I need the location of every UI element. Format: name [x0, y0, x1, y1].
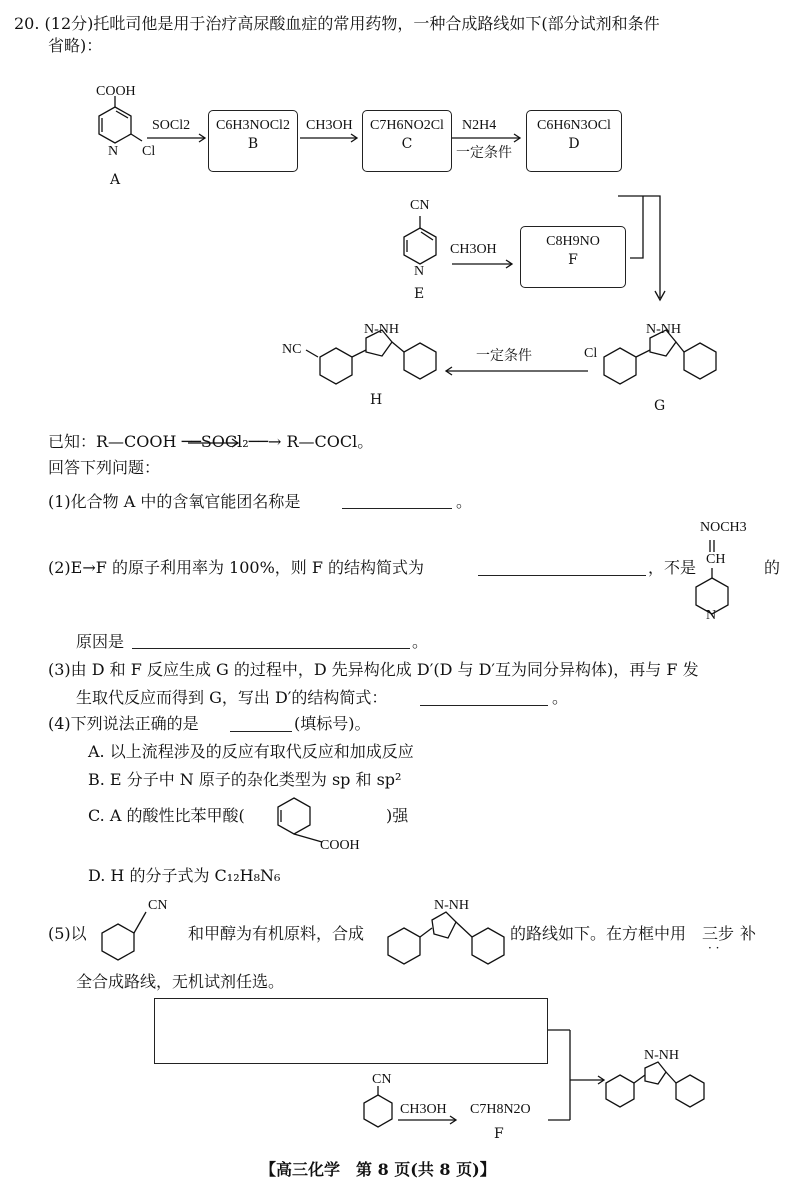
reagent-ch3oh-2: CH3OH — [450, 242, 497, 257]
compound-h-label: H — [370, 392, 383, 408]
reagent-ch3oh: CH3OH — [306, 118, 353, 133]
box-f-formula: C8H9NO — [546, 234, 600, 249]
q1-answer-blank[interactable] — [342, 508, 452, 509]
compound-h-nc: NC — [282, 342, 302, 357]
box-d-formula: C6H6N3OCl — [537, 118, 611, 133]
q5-cn-label: CN — [148, 898, 168, 913]
q2-reason-blank[interactable] — [132, 648, 410, 649]
box-c — [362, 110, 452, 172]
q5-text-bu: 补 — [740, 924, 757, 943]
box-d — [526, 110, 622, 172]
compound-a-n: N — [108, 144, 119, 159]
q4-hint: (填标号)。 — [294, 714, 371, 733]
compound-a-cl: Cl — [142, 144, 156, 159]
q3-text-cont: 生取代反应而得到 G，写出 D′的结构简式： — [76, 688, 388, 707]
box-b-formula: C6H3NOCl2 — [216, 118, 290, 133]
q5-text-mid: 和甲醇为有机原料，合成 — [188, 924, 365, 943]
compound-g-nnh: N-NH — [646, 322, 681, 337]
q2-reason-period: 。 — [412, 632, 429, 651]
compound-a-label: A — [110, 172, 121, 188]
box-f — [520, 226, 626, 288]
q5-route-cn: CN — [372, 1072, 392, 1087]
q4-text: (4)下列说法正确的是 — [48, 714, 199, 733]
q5-route-product-nnh: N-NH — [644, 1048, 679, 1063]
reagent-condition-2: 一定条件 — [476, 348, 532, 364]
q4-option-c: C. A 的酸性比苯甲酸( — [88, 806, 245, 825]
question-header-cont: 省略)： — [48, 36, 103, 55]
q5-text-end: 全合成路线，无机试剂任选。 — [76, 972, 285, 991]
q5-text-route: 的路线如下。在方框中用 — [510, 924, 687, 943]
box-b-label: B — [247, 136, 259, 152]
compound-g-cl: Cl — [584, 346, 598, 361]
q2-n: N — [706, 608, 717, 623]
page-footer: 【高三化学 第 8 页(共 8 页)】 — [260, 1160, 496, 1179]
known-reaction: 已知：R—COOH ──SOCl₂──→ R—COCl。 — [48, 432, 374, 451]
q2-de: 的 — [764, 558, 781, 577]
compound-h-nnh: N-NH — [364, 322, 399, 337]
compound-g-label: G — [654, 398, 666, 414]
q3-text: (3)由 D 和 F 反应生成 G 的过程中，D 先异构化成 D′(D 与 D′互为同分异构体)，再与 F 发 — [48, 660, 699, 679]
q2-ch: CH — [706, 552, 726, 567]
box-c-formula: C7H6NO2Cl — [370, 118, 444, 133]
reagent-n2h4: N2H4 — [462, 118, 497, 133]
q5-route-formula: C7H8N2O — [470, 1102, 531, 1117]
q4-option-a: A. 以上流程涉及的反应有取代反应和加成反应 — [88, 742, 414, 761]
question-header: 20. (12分)托吡司他是用于治疗高尿酸血症的常用药物，一种合成路线如下(部分试剂和条件 — [14, 14, 660, 33]
answer-prompt: 回答下列问题： — [48, 458, 161, 477]
q2-answer-blank[interactable] — [478, 575, 646, 576]
q4-option-c-cooh: COOH — [320, 838, 360, 853]
reagent-condition: 一定条件 — [456, 145, 512, 161]
box-f-label: F — [568, 252, 578, 268]
compound-e-cn: CN — [410, 198, 430, 213]
box-b — [208, 110, 298, 172]
compound-e-label: E — [414, 286, 425, 302]
reagent-socl2: SOCl2 — [152, 118, 191, 133]
q2-text: (2)E→F 的原子利用率为 100%，则 F 的结构简式为 — [48, 558, 425, 577]
q2-not: ，不是 — [648, 558, 697, 577]
q5-route-ch3oh: CH3OH — [400, 1102, 447, 1117]
box-c-label: C — [401, 136, 413, 152]
compound-a-cooh: COOH — [96, 84, 136, 99]
q3-period: 。 — [552, 688, 569, 707]
q3-answer-blank[interactable] — [420, 705, 548, 706]
q4-answer-blank[interactable] — [230, 731, 292, 732]
q5-emphasis: 三步 — [702, 924, 735, 943]
q4-option-c-end: )强 — [386, 806, 409, 825]
q4-option-d: D. H 的分子式为 C₁₂H₈N₆ — [88, 866, 281, 885]
q5-emphasis-dots: · · — [708, 941, 720, 955]
q5-route-f: F — [494, 1126, 504, 1142]
box-d-label: D — [568, 136, 580, 152]
q5-text-start: (5)以 — [48, 924, 87, 943]
q5-target-nnh: N-NH — [434, 898, 469, 913]
compound-e-n: N — [414, 264, 425, 279]
q4-option-b: B. E 分子中 N 原子的杂化类型为 sp 和 sp² — [88, 770, 402, 789]
q5-answer-box[interactable] — [154, 998, 548, 1064]
q1-period: 。 — [456, 492, 473, 511]
q1-text: (1)化合物 A 中的含氧官能团名称是 — [48, 492, 301, 511]
q2-reason: 原因是 — [76, 632, 125, 651]
q2-noch3: NOCH3 — [700, 520, 747, 535]
